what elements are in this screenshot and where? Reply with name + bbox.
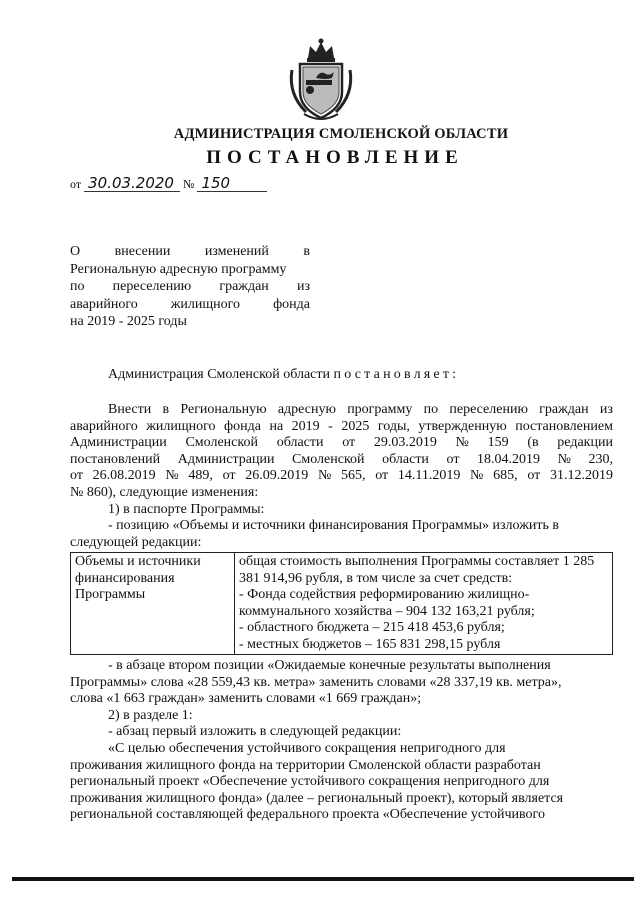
- date-prefix: от: [70, 177, 82, 191]
- subject-word: по: [70, 279, 85, 294]
- subject-line: [70, 296, 310, 314]
- preamble-text: Администрация Смоленской области: [108, 367, 331, 382]
- coat-of-arms-icon: [286, 34, 356, 124]
- text-line: региональный проект «Обеспечение устойчивого сокращения непригодного для: [70, 774, 550, 790]
- body-paragraph-3: [70, 741, 613, 824]
- document-type: ПОСТАНОВЛЕНИЕ: [206, 147, 464, 168]
- text-line: «С целью обеспечения устойчивого сокращения непригодного для: [108, 741, 506, 756]
- subject-word: О: [70, 244, 81, 259]
- table-row: [71, 553, 613, 655]
- subject-line: [70, 243, 310, 261]
- body-paragraph-2: [70, 658, 613, 741]
- text-line: постановлений Администрации Смоленской области от 18.04.2019 № 230,: [70, 451, 613, 467]
- organization-title: АДМИНИСТРАЦИЯ СМОЛЕНСКОЙ ОБЛАСТИ: [173, 126, 509, 142]
- document-subject: [70, 243, 310, 331]
- date-number-line: [70, 176, 267, 192]
- subject-word: внесении: [114, 244, 171, 259]
- subject-word: жилищного: [170, 296, 241, 312]
- table-value-line: общая стоимость выполнения Программы составляет 1 285 381 914,96 рубля, в том числе за счет средств:: [239, 554, 595, 586]
- financing-table: [70, 552, 613, 655]
- subject-word: переселению: [112, 279, 192, 294]
- item-1: 1) в паспорте Программы:: [108, 501, 265, 517]
- preamble: [70, 367, 613, 384]
- text-line: региональной составляющей федерального проекта «Обеспечение устойчивого: [70, 807, 545, 823]
- subject-word: из: [296, 279, 310, 294]
- subject-line: [70, 278, 310, 296]
- text-line: - в абзаце втором позиции «Ожидаемые конечные результаты выполнения: [108, 658, 551, 673]
- text-line: проживания жилищного фонда» (далее – региональный проект), который является: [70, 790, 564, 806]
- page-bottom-border: [12, 877, 634, 881]
- date-handwritten: 30.03.2020: [84, 176, 180, 192]
- text-line: от 26.08.2019 № 489, от 26.09.2019 № 565, от 14.11.2019 № 685, от 31.12.2019: [70, 468, 613, 484]
- body-paragraph-1: [70, 402, 613, 551]
- text-line: Администрации Смоленской области от 29.03.2019 № 159 (в редакции: [70, 435, 613, 451]
- text-line: Программы» слова «28 559,43 кв. метра» заменить словами «28 337,19 кв. метра»,: [70, 674, 562, 690]
- text-line: - позицию «Объемы и источники финансирования Программы» изложить в: [108, 518, 559, 534]
- table-value-line: - местных бюджетов – 165 831 298,15 рубля: [239, 636, 501, 652]
- subject-word: изменений: [204, 244, 269, 259]
- subject-word: Региональную адресную программу: [70, 261, 287, 277]
- table-cell-value: [235, 553, 613, 655]
- subject-line: на 2019 - 2025 годы: [70, 314, 187, 329]
- subject-line: [70, 261, 310, 279]
- text-line: - абзац первый изложить в следующей редакции:: [108, 724, 402, 740]
- number-handwritten: 150: [197, 176, 267, 192]
- text-line: следующей редакции:: [70, 534, 202, 550]
- text-line: аварийного жилищного фонда на 2019 - 2025 годы, утвержденную постановлением: [70, 418, 613, 434]
- text-line: № 860), следующие изменения:: [70, 484, 259, 500]
- subject-word: граждан: [219, 279, 269, 294]
- subject-word: фонда: [273, 296, 310, 312]
- text-line: проживания жилищного фонда на территории Смоленской области разработан: [70, 757, 541, 773]
- table-value-line: - Фонда содействия реформированию жилищно-коммунального хозяйства – 904 132 163,21 рубля;: [239, 587, 535, 619]
- subject-word: аварийного: [70, 296, 138, 312]
- table-value-line: - областного бюджета – 215 418 453,6 рубля;: [239, 620, 505, 635]
- preamble-verb: постановляет:: [333, 367, 460, 382]
- subject-word: в: [303, 244, 310, 259]
- table-cell-label: Объемы и источники финансирования Программы: [71, 553, 235, 655]
- text-line: Внести в Региональную адресную программу по переселению граждан из: [108, 402, 613, 417]
- number-prefix: №: [182, 177, 195, 191]
- item-2: 2) в разделе 1:: [108, 707, 193, 723]
- text-line: слова «1 663 граждан» заменить словами «1 669 граждан»;: [70, 691, 422, 707]
